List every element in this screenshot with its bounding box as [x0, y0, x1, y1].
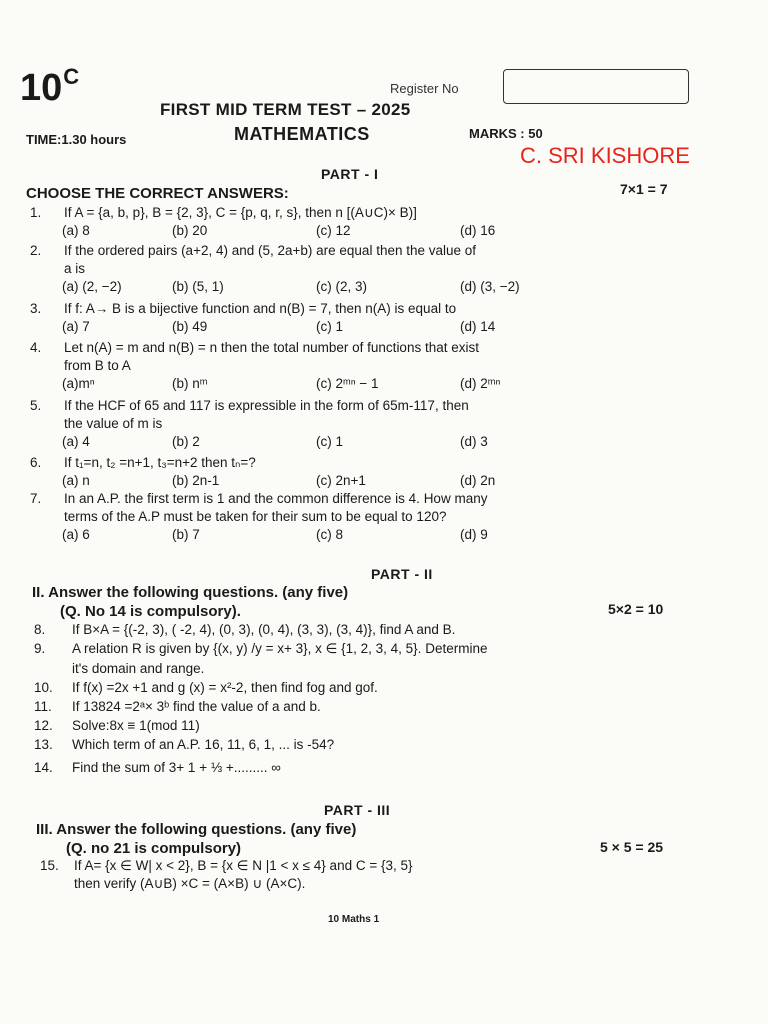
answer-option: (d) 3: [460, 434, 488, 449]
author-name: C. SRI KISHORE: [520, 143, 690, 168]
register-number-box: [503, 69, 689, 104]
answer-option: (d) 9: [460, 527, 488, 542]
answer-option: (b) 2n-1: [172, 473, 220, 488]
answer-option: (b) 20: [172, 223, 208, 238]
part-2-instruction: II. Answer the following questions. (any five): [32, 584, 349, 601]
question-text: then verify (A∪B) ×C = (A×B) ∪ (A×C).: [74, 876, 306, 891]
answer-option: (a) 6: [62, 527, 90, 542]
answer-option: (a) 8: [62, 223, 90, 238]
question-number: 3.: [30, 301, 42, 316]
answer-option: (c) 8: [316, 527, 343, 542]
register-number-label: Register No: [390, 81, 459, 96]
part-2-score: 5×2 = 10: [608, 601, 664, 617]
answer-option: (a)mⁿ: [62, 376, 95, 391]
question-text: If A= {x ∈ W| x < 2}, B = {x ∈ N |1 < x ≤ 4} and C = {3, 5}: [74, 858, 413, 873]
answer-option: (b) 7: [172, 527, 200, 542]
part-2-compulsory-note: (Q. No 14 is compulsory).: [60, 603, 241, 620]
question-text: Let n(A) = m and n(B) = n then the total number of functions that exist: [64, 340, 479, 355]
answer-option: (a) 4: [62, 434, 90, 449]
part-1-heading: PART - I: [321, 166, 379, 182]
part-3-compulsory-note: (Q. no 21 is compulsory): [66, 840, 242, 857]
grade-label: $10^C$: [20, 64, 80, 109]
question-text: If f(x) =2x +1 and g (x) = x²-2, then find fog and gof.: [72, 680, 378, 695]
question-number: 14.: [34, 760, 53, 775]
part-1-score: 7×1 = 7: [620, 181, 668, 197]
question-text: If 13824 =2ᵃ× 3ᵇ find the value of a and b.: [72, 699, 321, 714]
answer-option: (c) 1: [316, 434, 343, 449]
exam-title: FIRST MID TERM TEST – 2025: [160, 100, 411, 119]
answer-option: (a) n: [62, 473, 90, 488]
answer-option: (d) 16: [460, 223, 496, 238]
answer-option: (b) 2: [172, 434, 200, 449]
answer-option: (b) 49: [172, 319, 208, 334]
exam-time: TIME:1.30 hours: [26, 132, 127, 147]
answer-option: (b) nᵐ: [172, 376, 208, 391]
answer-option: (b) (5, 1): [172, 279, 224, 294]
question-text: If A = {a, b, p}, B = {2, 3}, C = {p, q, r, s}, then n [(A∪C)× B)]: [64, 205, 417, 220]
question-number: 4.: [30, 340, 42, 355]
question-text: If f: A→ B is a bijective function and n(B) = 7, then n(A) is equal to: [64, 301, 457, 316]
question-number: 1.: [30, 205, 42, 220]
question-text: Solve:8x ≡ 1(mod 11): [72, 718, 200, 733]
part-3-heading: PART - III: [324, 802, 391, 818]
question-text: If t₁=n, t₂ =n+1, t₃=n+2 then tₙ=?: [64, 455, 256, 470]
question-number: 9.: [34, 641, 46, 656]
question-number: 5.: [30, 398, 42, 413]
answer-option: (c) 2ᵐⁿ − 1: [316, 376, 379, 391]
question-number: 13.: [34, 737, 53, 752]
question-text: If the HCF of 65 and 117 is expressible in the form of 65m-117, then: [64, 398, 469, 413]
question-text: a is: [64, 261, 86, 276]
question-text: In an A.P. the first term is 1 and the common difference is 4. How many: [64, 491, 488, 506]
question-number: 10.: [34, 680, 53, 695]
question-number: 2.: [30, 243, 42, 258]
question-text: Which term of an A.P. 16, 11, 6, 1, ... is -54?: [72, 737, 335, 752]
exam-marks: MARKS : 50: [469, 126, 543, 141]
page-footer: 10 Maths 1: [328, 914, 380, 925]
question-text: from B to A: [64, 358, 131, 373]
answer-option: (a) (2, −2): [62, 279, 122, 294]
answer-option: (c) 12: [316, 223, 351, 238]
answer-option: (a) 7: [62, 319, 90, 334]
question-text: it's domain and range.: [72, 661, 205, 676]
question-number: 7.: [30, 491, 42, 506]
question-text: If the ordered pairs (a+2, 4) and (5, 2a+b) are equal then the value of: [64, 243, 477, 258]
question-number: 6.: [30, 455, 42, 470]
answer-option: (d) 14: [460, 319, 496, 334]
part-1-instruction: CHOOSE THE CORRECT ANSWERS:: [26, 185, 289, 202]
question-text: A relation R is given by {(x, y) /y = x+ 3}, x ∈ {1, 2, 3, 4, 5}. Determine: [72, 641, 488, 656]
question-number: 12.: [34, 718, 53, 733]
question-text: terms of the A.P must be taken for their sum to be equal to 120?: [64, 509, 447, 524]
question-number: 11.: [34, 699, 52, 714]
answer-option: (c) (2, 3): [316, 279, 368, 294]
answer-option: (d) 2ᵐⁿ: [460, 376, 501, 391]
answer-option: (c) 2n+1: [316, 473, 366, 488]
part-3-score: 5 × 5 = 25: [600, 839, 664, 855]
answer-option: (d) (3, −2): [460, 279, 520, 294]
question-text: the value of m is: [64, 416, 163, 431]
question-text: If B×A = {(-2, 3), ( -2, 4), (0, 3), (0, 4), (3, 3), (3, 4)}, find A and B.: [72, 622, 456, 637]
answer-option: (c) 1: [316, 319, 343, 334]
question-number: 8.: [34, 622, 46, 637]
answer-option: (d) 2n: [460, 473, 496, 488]
exam-subject: MATHEMATICS: [234, 124, 370, 144]
part-2-heading: PART - II: [371, 566, 433, 582]
question-text: Find the sum of 3+ 1 + ⅓ +......... ∞: [72, 760, 281, 775]
question-number: 15.: [40, 858, 59, 873]
part-3-instruction: III. Answer the following questions. (any five): [36, 821, 357, 838]
